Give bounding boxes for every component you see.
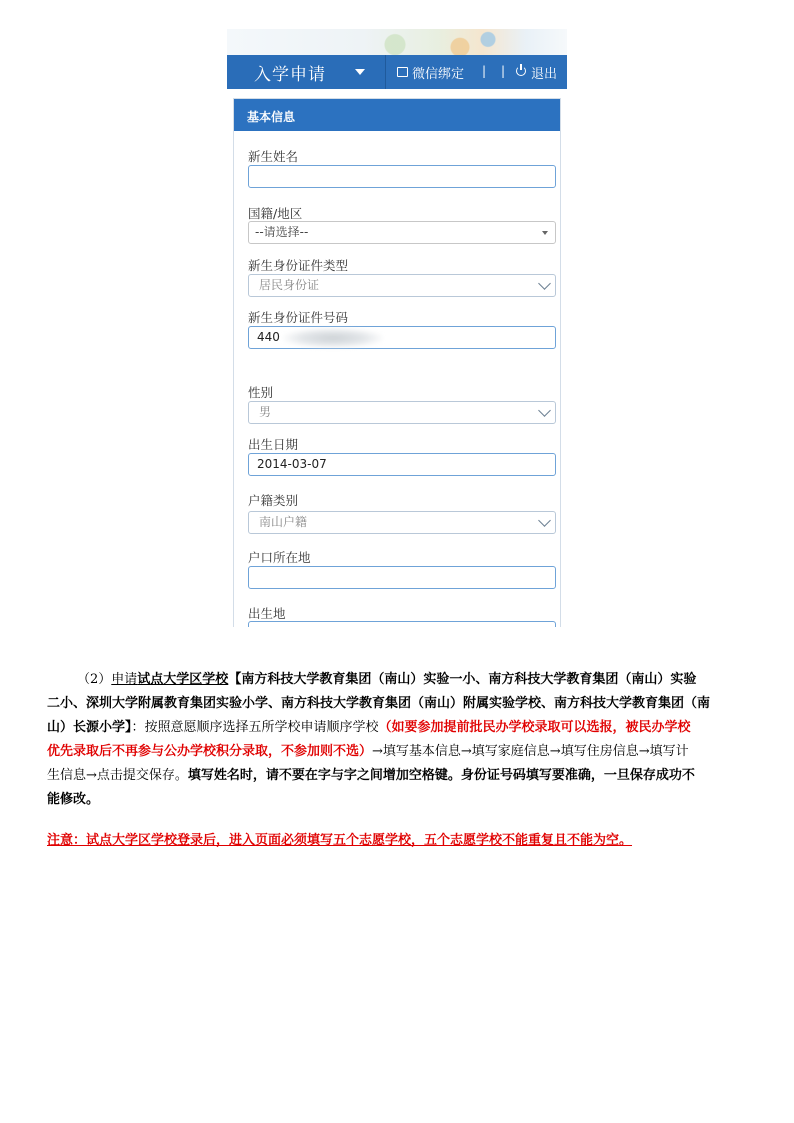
hukou-location-input[interactable] [248, 566, 556, 589]
important-note: 注意：试点大学区学校登录后，进入页面必须填写五个志愿学校，五个志愿学校不能重复且不能为空。 [47, 833, 633, 848]
id-number-value: 440 [257, 330, 280, 344]
banner-decoration [432, 29, 502, 55]
paragraph-line: 能修改。 [47, 792, 100, 807]
top-navbar [227, 55, 567, 89]
school-list-text: 【南方科技大学教育集团（南山）实验一小、南方科技大学教育集团（南山）实验 [228, 672, 697, 687]
logout-link[interactable]: 退出 [531, 67, 558, 82]
step-number: （2） [77, 672, 112, 687]
name-label: 新生姓名 [248, 149, 299, 164]
warning-text: 优先录取后不再参与公办学校积分录取，不参加则不选） [47, 744, 373, 759]
hukou-type-value: 南山户籍 [259, 515, 308, 529]
panel-title: 基本信息 [247, 110, 296, 124]
wechat-bind-link[interactable]: 微信绑定 [412, 67, 465, 82]
id-type-value: 居民身份证 [259, 278, 320, 292]
chevron-down-icon [538, 404, 551, 417]
steps-text: 生信息→点击提交保存。 [47, 768, 188, 783]
dropdown-arrow-icon [542, 231, 548, 235]
id-number-label: 新生身份证件号码 [248, 310, 349, 325]
nav-title[interactable]: 入学申请 [254, 65, 326, 85]
caution-text: 填写姓名时，请不要在字与字之间增加空格键。身份证号码填写要准确，一旦保存成功不 [187, 768, 695, 783]
nationality-select[interactable] [248, 221, 556, 244]
chevron-down-icon [538, 277, 551, 290]
id-type-label: 新生身份证件类型 [248, 258, 349, 273]
gender-select[interactable] [248, 401, 556, 424]
gender-label: 性别 [248, 385, 274, 400]
name-input[interactable] [248, 165, 556, 188]
wechat-icon[interactable] [397, 67, 408, 77]
hukou-type-select[interactable] [248, 511, 556, 534]
id-type-select[interactable] [248, 274, 556, 297]
school-list-text: 山）长源小学】 [47, 720, 132, 735]
birth-date-input[interactable]: 2014-03-07 [248, 453, 556, 476]
paragraph-line [47, 740, 689, 759]
warning-text: （如要参加提前批民办学校录取可以选报，被民办学校 [378, 720, 691, 735]
banner-decoration [377, 29, 437, 55]
paragraph-line [47, 716, 691, 735]
paragraph-line [77, 668, 696, 687]
birthplace-input[interactable] [248, 621, 556, 627]
app-screenshot [227, 29, 567, 627]
pilot-school-text: 试点大学区学校 [137, 672, 229, 687]
header-banner-image [227, 29, 567, 55]
hukou-location-label: 户口所在地 [248, 550, 311, 565]
redaction-blur [283, 328, 383, 348]
paragraph-line: 二小、深圳大学附属教育集团实验小学、南方科技大学教育集团（南山）附属实验学校、南方科技大学教育集团（南 [47, 696, 711, 711]
power-icon-bar [520, 64, 522, 70]
nav-separator: | [501, 64, 506, 78]
steps-text: →填写基本信息→填写家庭信息→填写住房信息→填写计 [372, 744, 689, 759]
instruction-text: ：按照意愿顺序选择五所学校申请顺序学校 [131, 720, 379, 735]
hukou-type-label: 户籍类别 [248, 493, 299, 508]
id-number-input[interactable] [248, 326, 556, 349]
nationality-label: 国籍/地区 [248, 206, 303, 221]
apply-text: 申请 [111, 672, 138, 687]
nationality-value: --请选择-- [255, 225, 309, 239]
paragraph-line [47, 764, 695, 783]
basic-info-panel [233, 98, 561, 627]
gender-value: 男 [259, 405, 272, 419]
birth-date-label: 出生日期 [248, 437, 299, 452]
nav-separator: | [482, 64, 487, 78]
birthplace-label: 出生地 [248, 606, 286, 621]
panel-header [234, 99, 560, 131]
chevron-down-icon [538, 514, 551, 527]
chevron-down-icon[interactable] [355, 69, 365, 75]
